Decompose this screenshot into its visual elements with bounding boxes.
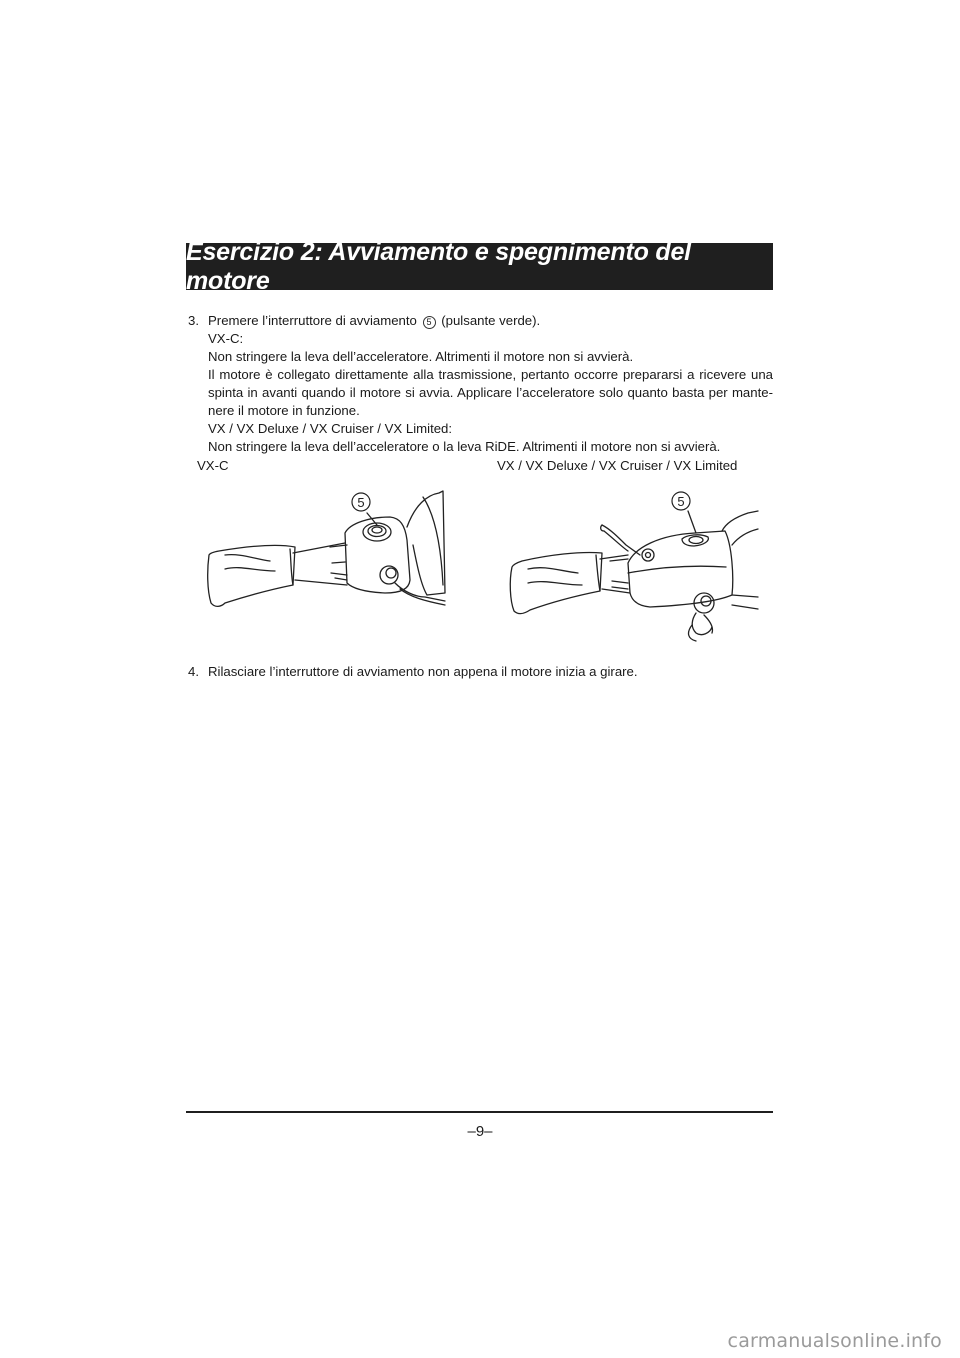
section-header: [186, 237, 773, 295]
step-number: 4.: [188, 664, 199, 679]
figure-caption-vx: VX / VX Deluxe / VX Cruiser / VX Limited: [497, 458, 738, 473]
vx-label: VX / VX Deluxe / VX Cruiser / VX Limited:: [208, 421, 453, 436]
handlebar-illustration-vx: [500, 485, 760, 645]
callout-marker: 5: [423, 316, 436, 329]
callout-number-left: 5: [357, 495, 365, 510]
callout-number-right: 5: [677, 494, 685, 509]
figure-caption-vxc: VX-C: [197, 458, 229, 473]
vxc-text-2a: Il motore è collegato direttamente alla trasmissione, pertanto occorre prepararsi a ricevere una: [208, 367, 773, 382]
vxc-text-2c: nere il motore in funzione.: [208, 403, 360, 418]
step-4-text: Rilasciare l’interruttore di avviamento non appena il motore inizia a girare.: [208, 664, 638, 679]
step-3: [186, 312, 773, 456]
step-4: [186, 663, 773, 681]
step-number: 3.: [188, 313, 199, 328]
vxc-label: VX-C:: [208, 331, 244, 346]
vxc-text-1: Non stringere la leva dell’acceleratore. Altrimenti il motore non si avvierà.: [208, 349, 634, 364]
page-number: –9–: [467, 1123, 493, 1140]
footer-rule: [186, 1111, 773, 1113]
handlebar-illustration-vxc: [195, 485, 455, 615]
vx-text: Non stringere la leva dell’acceleratore o la leva RiDE. Altrimenti il motore non si avvierà.: [208, 439, 721, 454]
page-title: Esercizio 2: Avviamento e spegnimento del motore: [186, 237, 691, 295]
vxc-text-2b: spinta in avanti quando il motore si avvia. Applicare l’acceleratore solo quanto basta per mante-: [208, 385, 773, 400]
watermark: carmanualsonline.info: [727, 1330, 942, 1352]
step-3-intro: Premere l’interruttore di avviamento 5 (pulsante verde).: [208, 313, 541, 328]
